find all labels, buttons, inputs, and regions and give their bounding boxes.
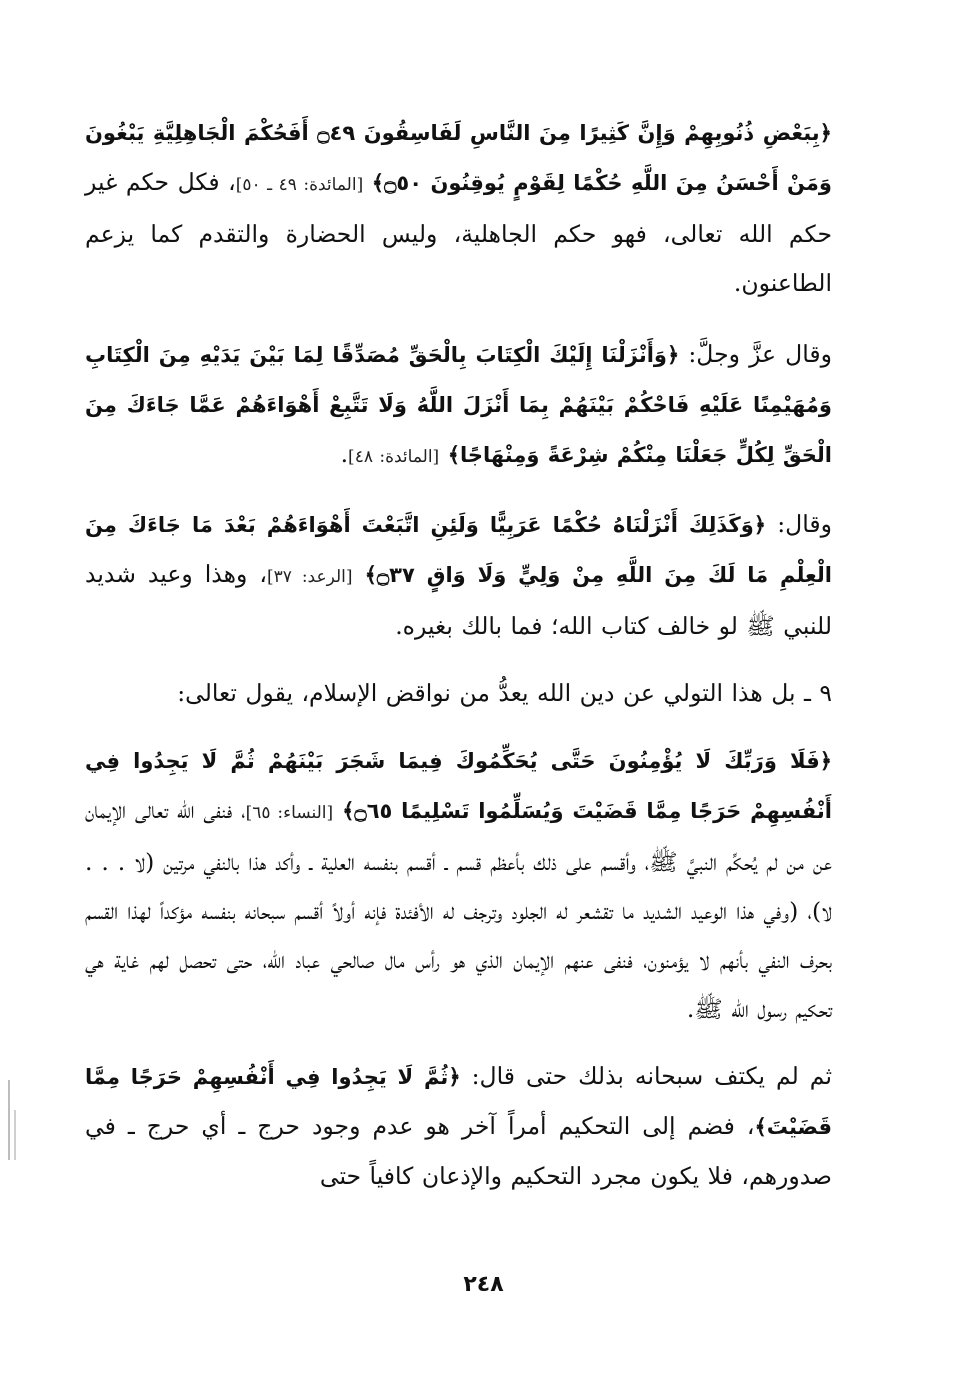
scan-margin-mark <box>14 1110 16 1160</box>
paragraph-2 <box>85 330 832 482</box>
paragraph-4 <box>85 669 832 718</box>
paragraph-3 <box>85 500 832 651</box>
paragraph-text: ، فكل حكم غير حكم الله تعالى، فهو حكم الجاهلية، وليس الحضارة والتقدم كما يزعم الطاعنون. <box>85 168 832 297</box>
paragraph-text: ٩ ـ بل هذا التولي عن دين الله يعدُّ من نواقض الإسلام، يقول تعالى: <box>177 679 832 707</box>
paragraph-lead: وقال عزَّ وجلَّ: <box>679 340 832 368</box>
paragraph-lead: وقال: <box>766 510 832 538</box>
page-body <box>85 108 832 1309</box>
quran-verse: ﴿ثُمَّ لَا يَجِدُوا فِي أَنْفُسِهِمْ حَرَجًا مِمَّا قَضَيْتَ﴾ <box>85 1065 832 1139</box>
paragraph-lead: ثم لم يكتف سبحانه بذلك حتى قال: <box>460 1062 832 1090</box>
paragraph-1 <box>85 108 832 308</box>
paragraph-6 <box>85 1052 832 1201</box>
paragraph-text: ، وهذا وعيد شديد للنبي ﷺ لو خالف كتاب الله؛ فما بالك بغيره. <box>85 560 832 640</box>
quran-verse: ﴿وَكَذَلِكَ أَنْزَلْنَاهُ حُكْمًا عَرَبِيًّا وَلَئِنِ اتَّبَعْتَ أَهْوَاءَهُمْ بَعْدَ مَا جَاءَكَ مِنَ الْعِلْمِ مَا لَكَ مِنَ اللَّهِ مِنْ وَلِيٍّ وَلَا وَاقٍ ۝٣٧﴾ <box>85 513 832 587</box>
paragraph-text: ، فنفى الله تعالى الإيمان عن من لم يُحكِّم النبيَّ ﷺ، وأقسم على ذلك بأعظم قسم ـ أقسم بنفسه العلية ـ وأكد هذا بالنفي مرتين (لا . . . لا)، (وفي هذا الوعيد الشديد ما تقشعر له الجلود وترجف له الأفئدة فإنه أولاً أقسم سبحانه بنفسه مؤكداً لهذا القسم بحرف النفي بأنهم لا يؤمنون، فنفى عنهم الإيمان الذي هو رأس مال صالحي عباد الله، حتى تحصل لهم غاية هي تحكيم رسول الله ﷺ. <box>85 796 832 1023</box>
verse-reference: [المائدة: ٤٩ ـ ٥٠] <box>235 175 364 195</box>
quran-verse: ﴿فَلَا وَرَبِّكَ لَا يُؤْمِنُونَ حَتَّى يُحَكِّمُوكَ فِيمَا شَجَرَ بَيْنَهُمْ ثُمَّ لَا يَجِدُوا فِي أَنْفُسِهِمْ حَرَجًا مِمَّا قَضَيْتَ وَيُسَلِّمُوا تَسْلِيمًا ۝٦٥﴾ <box>85 749 832 823</box>
page-number: ٢٤٨ <box>463 1272 504 1297</box>
verse-reference: [النساء: ٦٥] <box>245 803 334 823</box>
scan-margin-mark <box>8 1080 10 1160</box>
paragraph-text: . <box>340 440 349 468</box>
verse-reference: [المائدة: ٤٨] <box>348 447 440 467</box>
quran-verse: ﴿وَأَنْزَلْنَا إِلَيْكَ الْكِتَابَ بِالْحَقِّ مُصَدِّقًا لِمَا بَيْنَ يَدَيْهِ مِنَ الْكِتَابِ وَمُهَيْمِنًا عَلَيْهِ فَاحْكُمْ بَيْنَهُمْ بِمَا أَنْزَلَ اللَّهُ وَلَا تَتَّبِعْ أَهْوَاءَهُمْ عَمَّا جَاءَكَ مِنَ الْحَقِّ لِكُلٍّ جَعَلْنَا مِنْكُمْ شِرْعَةً وَمِنْهَاجًا﴾ <box>85 343 832 467</box>
quran-verse: ﴿بِبَعْضِ ذُنُوبِهِمْ وَإِنَّ كَثِيرًا مِنَ النَّاسِ لَفَاسِقُونَ ۝٤٩ أَفَحُكْمَ الْجَاهِلِيَّةِ يَبْغُونَ وَمَنْ أَحْسَنُ مِنَ اللَّهِ حُكْمًا لِقَوْمٍ يُوقِنُونَ ۝٥٠﴾ <box>85 121 832 195</box>
verse-reference: [الرعد: ٣٧] <box>266 567 353 587</box>
paragraph-text: ، فضم إلى التحكيم أمراً آخر هو عدم وجود حرج ـ أي حرج ـ في صدورهم، فلا يكون مجرد التحكيم والإذعان كافياً حتى <box>85 1112 832 1190</box>
paragraph-5 <box>85 736 832 1034</box>
